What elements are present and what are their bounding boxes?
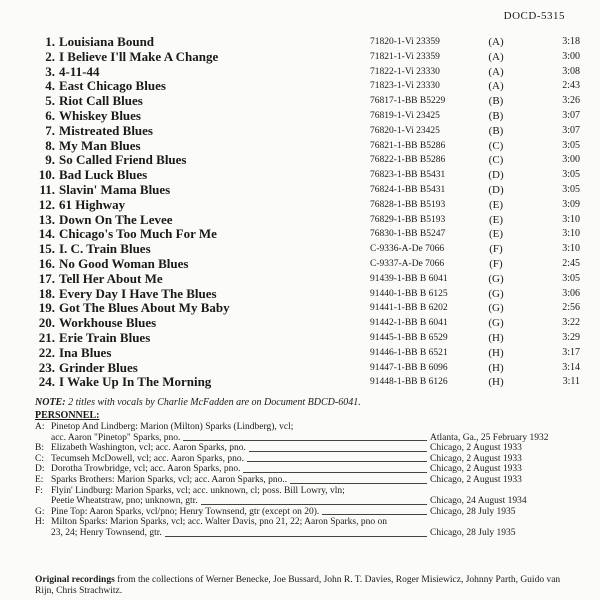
track-row (0, 287, 600, 302)
track-row (0, 139, 600, 154)
track-row (0, 361, 600, 376)
track-session: (G) (488, 302, 504, 315)
track-title: So Called Friend Blues (59, 152, 187, 168)
track-time: 3:08 (562, 65, 580, 77)
session-letter: G: (35, 506, 45, 517)
track-number: 4. (45, 78, 55, 94)
session-date: Chicago, 2 August 1933 (430, 464, 522, 475)
track-row (0, 375, 600, 390)
track-time: 2:45 (562, 257, 580, 269)
track-number: 22. (38, 344, 55, 360)
track-title: Grinder Blues (59, 359, 138, 375)
session-date: Chicago, 2 August 1933 (430, 443, 522, 454)
track-matrix: 91447-1-BB B 6096 (370, 362, 448, 373)
track-session: (H) (488, 346, 504, 359)
track-row (0, 272, 600, 287)
personnel-line (35, 454, 565, 465)
track-title: 61 Highway (59, 196, 126, 212)
track-matrix: 76821-1-BB B5286 (370, 140, 446, 151)
track-title: Riot Call Blues (59, 93, 143, 109)
track-session: (G) (488, 272, 504, 285)
track-title: Chicago's Too Much For Me (59, 226, 217, 242)
track-row (0, 213, 600, 228)
session-date: Chicago, 24 August 1934 (430, 496, 527, 507)
track-time: 3:00 (562, 154, 580, 166)
track-number: 20. (38, 315, 55, 331)
leader-rule (249, 451, 427, 452)
track-session: (E) (488, 213, 504, 226)
track-number: 23. (38, 359, 55, 375)
track-time: 3:09 (562, 198, 580, 210)
track-time: 3:14 (562, 361, 580, 373)
track-time: 3:26 (562, 95, 580, 107)
track-matrix: 76829-1-BB B5193 (370, 214, 446, 225)
track-row (0, 124, 600, 139)
track-title: Louisiana Bound (59, 34, 155, 49)
track-row (0, 79, 600, 94)
track-title: Every Day I Have The Blues (59, 285, 217, 301)
track-matrix: 71820-1-Vi 23359 (370, 37, 440, 47)
leader-rule (183, 440, 427, 441)
track-time: 3:17 (562, 346, 580, 358)
leader-rule (290, 483, 427, 484)
track-number: 12. (38, 196, 55, 212)
track-number: 16. (38, 255, 55, 271)
track-matrix: C-9337-A-De 7066 (370, 258, 445, 269)
track-number: 19. (38, 300, 55, 316)
leader-rule (322, 514, 427, 515)
track-matrix: 76830-1-BB B5247 (370, 229, 446, 240)
personnel-line (35, 507, 565, 518)
track-title: My Man Blues (59, 137, 141, 153)
track-session: (C) (488, 154, 504, 167)
personnel-text: Peetie Wheatstraw, pno; unknown, gtr. (51, 496, 198, 507)
track-session: (H) (488, 376, 504, 389)
track-number: 17. (38, 270, 55, 286)
track-row (0, 242, 600, 257)
track-matrix: 91448-1-BB B 6126 (370, 377, 448, 388)
track-number: 11. (39, 181, 55, 197)
track-title: Erie Train Blues (59, 329, 151, 345)
track-time: 3:05 (562, 183, 580, 195)
leader-rule (201, 504, 427, 505)
track-number: 7. (45, 122, 55, 138)
track-time: 2:43 (562, 80, 580, 92)
session-date: Chicago, 2 August 1933 (430, 453, 522, 464)
personnel-heading: PERSONNEL: (35, 410, 100, 421)
track-title: Ina Blues (59, 344, 112, 360)
session-date: Chicago, 28 July 1935 (430, 527, 516, 538)
session-letter: F: (35, 485, 43, 496)
track-matrix: 91445-1-BB B 6529 (370, 332, 448, 343)
track-matrix: 76820-1-Vi 23425 (370, 125, 440, 136)
note-label: NOTE: (35, 397, 66, 408)
personnel-line (35, 486, 565, 497)
session-letter: D: (35, 464, 45, 475)
track-row (0, 346, 600, 361)
track-row (0, 94, 600, 109)
personnel-entry (35, 486, 565, 507)
track-row (0, 65, 600, 80)
personnel-text: 23, 24; Henry Townsend, gtr. (51, 527, 162, 538)
track-title: I Believe I'll Make A Change (59, 48, 219, 64)
track-title: Whiskey Blues (59, 107, 141, 123)
personnel-line (35, 464, 565, 475)
track-number: 15. (38, 241, 55, 257)
track-row (0, 183, 600, 198)
personnel-line (35, 433, 565, 444)
track-session: (D) (488, 169, 504, 182)
track-time: 3:22 (562, 317, 580, 329)
session-date: Atlanta, Ga., 25 February 1932 (430, 432, 549, 443)
track-session: (A) (488, 36, 504, 48)
track-session: (F) (489, 243, 503, 256)
personnel-text: Flyin' Lindburg: Marion Sparks, vcl; acc. unknown, cl; poss. Bill Lowry, vln; (51, 485, 345, 496)
track-session: (H) (488, 361, 504, 374)
track-matrix: 71823-1-Vi 23330 (370, 81, 440, 92)
note (35, 397, 361, 408)
personnel-line (35, 496, 565, 507)
original-recordings-credit (35, 575, 575, 596)
track-number: 2. (45, 48, 55, 64)
track-time: 3:07 (562, 124, 580, 136)
track-matrix: 91442-1-BB B 6041 (370, 318, 448, 329)
original-recordings-text: from the collections of Werner Benecke, Joe Bussard, John R. T. Davies, Roger Misiewicz, Johnny Parth, Guido van Rijn, Chris Strachwitz. (35, 575, 561, 596)
track-row (0, 257, 600, 272)
track-number: 18. (38, 285, 55, 301)
track-time: 3:05 (562, 169, 580, 181)
track-number: 8. (45, 137, 55, 153)
personnel-line (35, 517, 565, 528)
session-date: Chicago, 2 August 1933 (430, 474, 522, 485)
leader-rule (165, 536, 427, 537)
personnel-text: acc. Aaron "Pinetop" Sparks, pno. (51, 432, 181, 443)
track-time: 3:00 (562, 50, 580, 62)
track-time: 3:29 (562, 331, 580, 343)
track-number: 5. (45, 93, 55, 109)
track-row (0, 301, 600, 316)
track-matrix: C-9336-A-De 7066 (370, 244, 445, 255)
track-row (0, 316, 600, 331)
track-number: 10. (38, 167, 55, 183)
track-row (0, 331, 600, 346)
track-session: (F) (489, 257, 503, 270)
track-session: (E) (488, 198, 504, 211)
track-title: Workhouse Blues (59, 315, 157, 331)
track-matrix: 91441-1-BB B 6202 (370, 303, 448, 314)
track-number: 6. (45, 107, 55, 123)
personnel-line (35, 443, 565, 454)
track-session: (B) (488, 124, 504, 137)
track-session: (E) (488, 228, 504, 241)
track-session: (G) (488, 317, 504, 330)
track-title: I. C. Train Blues (59, 241, 151, 257)
track-matrix: 76819-1-Vi 23425 (370, 110, 440, 121)
session-letter: H: (35, 517, 45, 528)
track-matrix: 76824-1-BB B5431 (370, 184, 446, 195)
session-letter: E: (35, 474, 44, 485)
track-session: (G) (488, 287, 504, 300)
personnel-text: Pine Top: Aaron Sparks, vcl/pno; Henry Townsend, gtr (except on 20). (51, 506, 320, 517)
personnel-text: Elizabeth Washington, vcl; acc. Aaron Sparks, pno. (51, 443, 246, 454)
original-recordings-label: Original recordings (35, 575, 115, 585)
personnel-entry (35, 475, 565, 486)
track-session: (B) (488, 95, 504, 108)
track-title: No Good Woman Blues (59, 255, 189, 271)
track-row (0, 227, 600, 242)
track-time: 3:06 (562, 287, 580, 299)
personnel-line (35, 528, 565, 539)
track-number: 21. (38, 329, 55, 345)
track-session: (A) (488, 50, 504, 63)
track-time: 3:05 (562, 139, 580, 151)
track-matrix: 71821-1-Vi 23359 (370, 51, 440, 62)
track-title: East Chicago Blues (59, 78, 166, 94)
session-letter: B: (35, 443, 44, 454)
track-number: 1. (45, 34, 55, 49)
personnel-text: Sparks Brothers: Marion Sparks, vcl; acc. Aaron Sparks, pno.. (51, 474, 288, 485)
track-matrix: 91440-1-BB B 6125 (370, 288, 448, 299)
track-title: Down On The Levee (59, 211, 173, 227)
track-time: 3:10 (562, 213, 580, 225)
track-number: 14. (38, 226, 55, 242)
track-title: 4-11-44 (59, 63, 100, 79)
track-session: (A) (488, 80, 504, 93)
track-time: 3:10 (562, 228, 580, 240)
track-matrix: 91439-1-BB B 6041 (370, 273, 448, 284)
track-matrix: 76822-1-BB B5286 (370, 155, 446, 166)
track-row (0, 109, 600, 124)
track-time: 3:10 (562, 243, 580, 255)
personnel-entry (35, 454, 565, 465)
personnel-text: Tecumseh McDowell, vcl; acc. Aaron Sparks, pno. (51, 453, 244, 464)
track-title: Slavin' Mama Blues (59, 181, 171, 197)
track-session: (B) (488, 109, 504, 122)
personnel-line (35, 422, 565, 433)
track-title: Tell Her About Me (59, 270, 163, 286)
session-date: Chicago, 28 July 1935 (430, 506, 516, 517)
track-row (0, 198, 600, 213)
track-matrix: 76817-1-BB B5229 (370, 96, 446, 107)
track-time: 3:18 (562, 36, 580, 47)
personnel-list (35, 422, 565, 539)
personnel-line (35, 475, 565, 486)
track-matrix: 71822-1-Vi 23330 (370, 66, 440, 77)
track-row (0, 168, 600, 183)
catalog-number: DOCD-5315 (503, 10, 565, 22)
track-time: 3:11 (562, 376, 580, 388)
track-matrix: 91446-1-BB B 6521 (370, 347, 448, 358)
track-row (0, 35, 600, 50)
personnel-entry (35, 517, 565, 538)
track-number: 24. (38, 374, 55, 390)
personnel-entry (35, 422, 565, 443)
track-session: (H) (488, 331, 504, 344)
track-title: Got The Blues About My Baby (59, 300, 230, 316)
track-row (0, 50, 600, 65)
track-time: 3:07 (562, 109, 580, 121)
track-session: (A) (488, 65, 504, 78)
personnel-entry (35, 464, 565, 475)
track-title: Mistreated Blues (59, 122, 153, 138)
track-title: I Wake Up In The Morning (59, 374, 212, 390)
track-time: 2:56 (562, 302, 580, 314)
track-session: (D) (488, 183, 504, 196)
track-row (0, 153, 600, 168)
leader-rule (247, 461, 427, 462)
session-letter: A: (35, 422, 45, 432)
personnel-text: Dorotha Trowbridge, vcl; acc. Aaron Sparks, pno. (51, 464, 241, 475)
personnel-text: Pinetop And Lindberg: Marion (Milton) Sparks (Lindberg), vcl; (51, 422, 294, 432)
track-number: 3. (45, 63, 55, 79)
track-session: (C) (488, 139, 504, 152)
track-list (0, 35, 600, 390)
track-number: 13. (38, 211, 55, 227)
leader-rule (243, 472, 427, 473)
track-matrix: 76828-1-BB B5193 (370, 199, 446, 210)
track-time: 3:05 (562, 272, 580, 284)
personnel-entry (35, 507, 565, 518)
track-matrix: 76823-1-BB B5431 (370, 170, 446, 181)
session-letter: C: (35, 453, 44, 464)
personnel-entry (35, 443, 565, 454)
track-title: Bad Luck Blues (59, 167, 148, 183)
note-text: 2 titles with vocals by Charlie McFadden are on Document BDCD-6041. (68, 397, 361, 408)
track-number: 9. (45, 152, 55, 168)
personnel-text: Milton Sparks: Marion Sparks, vcl; acc. Walter Davis, pno 21, 22; Aaron Sparks, pno on (51, 517, 388, 528)
